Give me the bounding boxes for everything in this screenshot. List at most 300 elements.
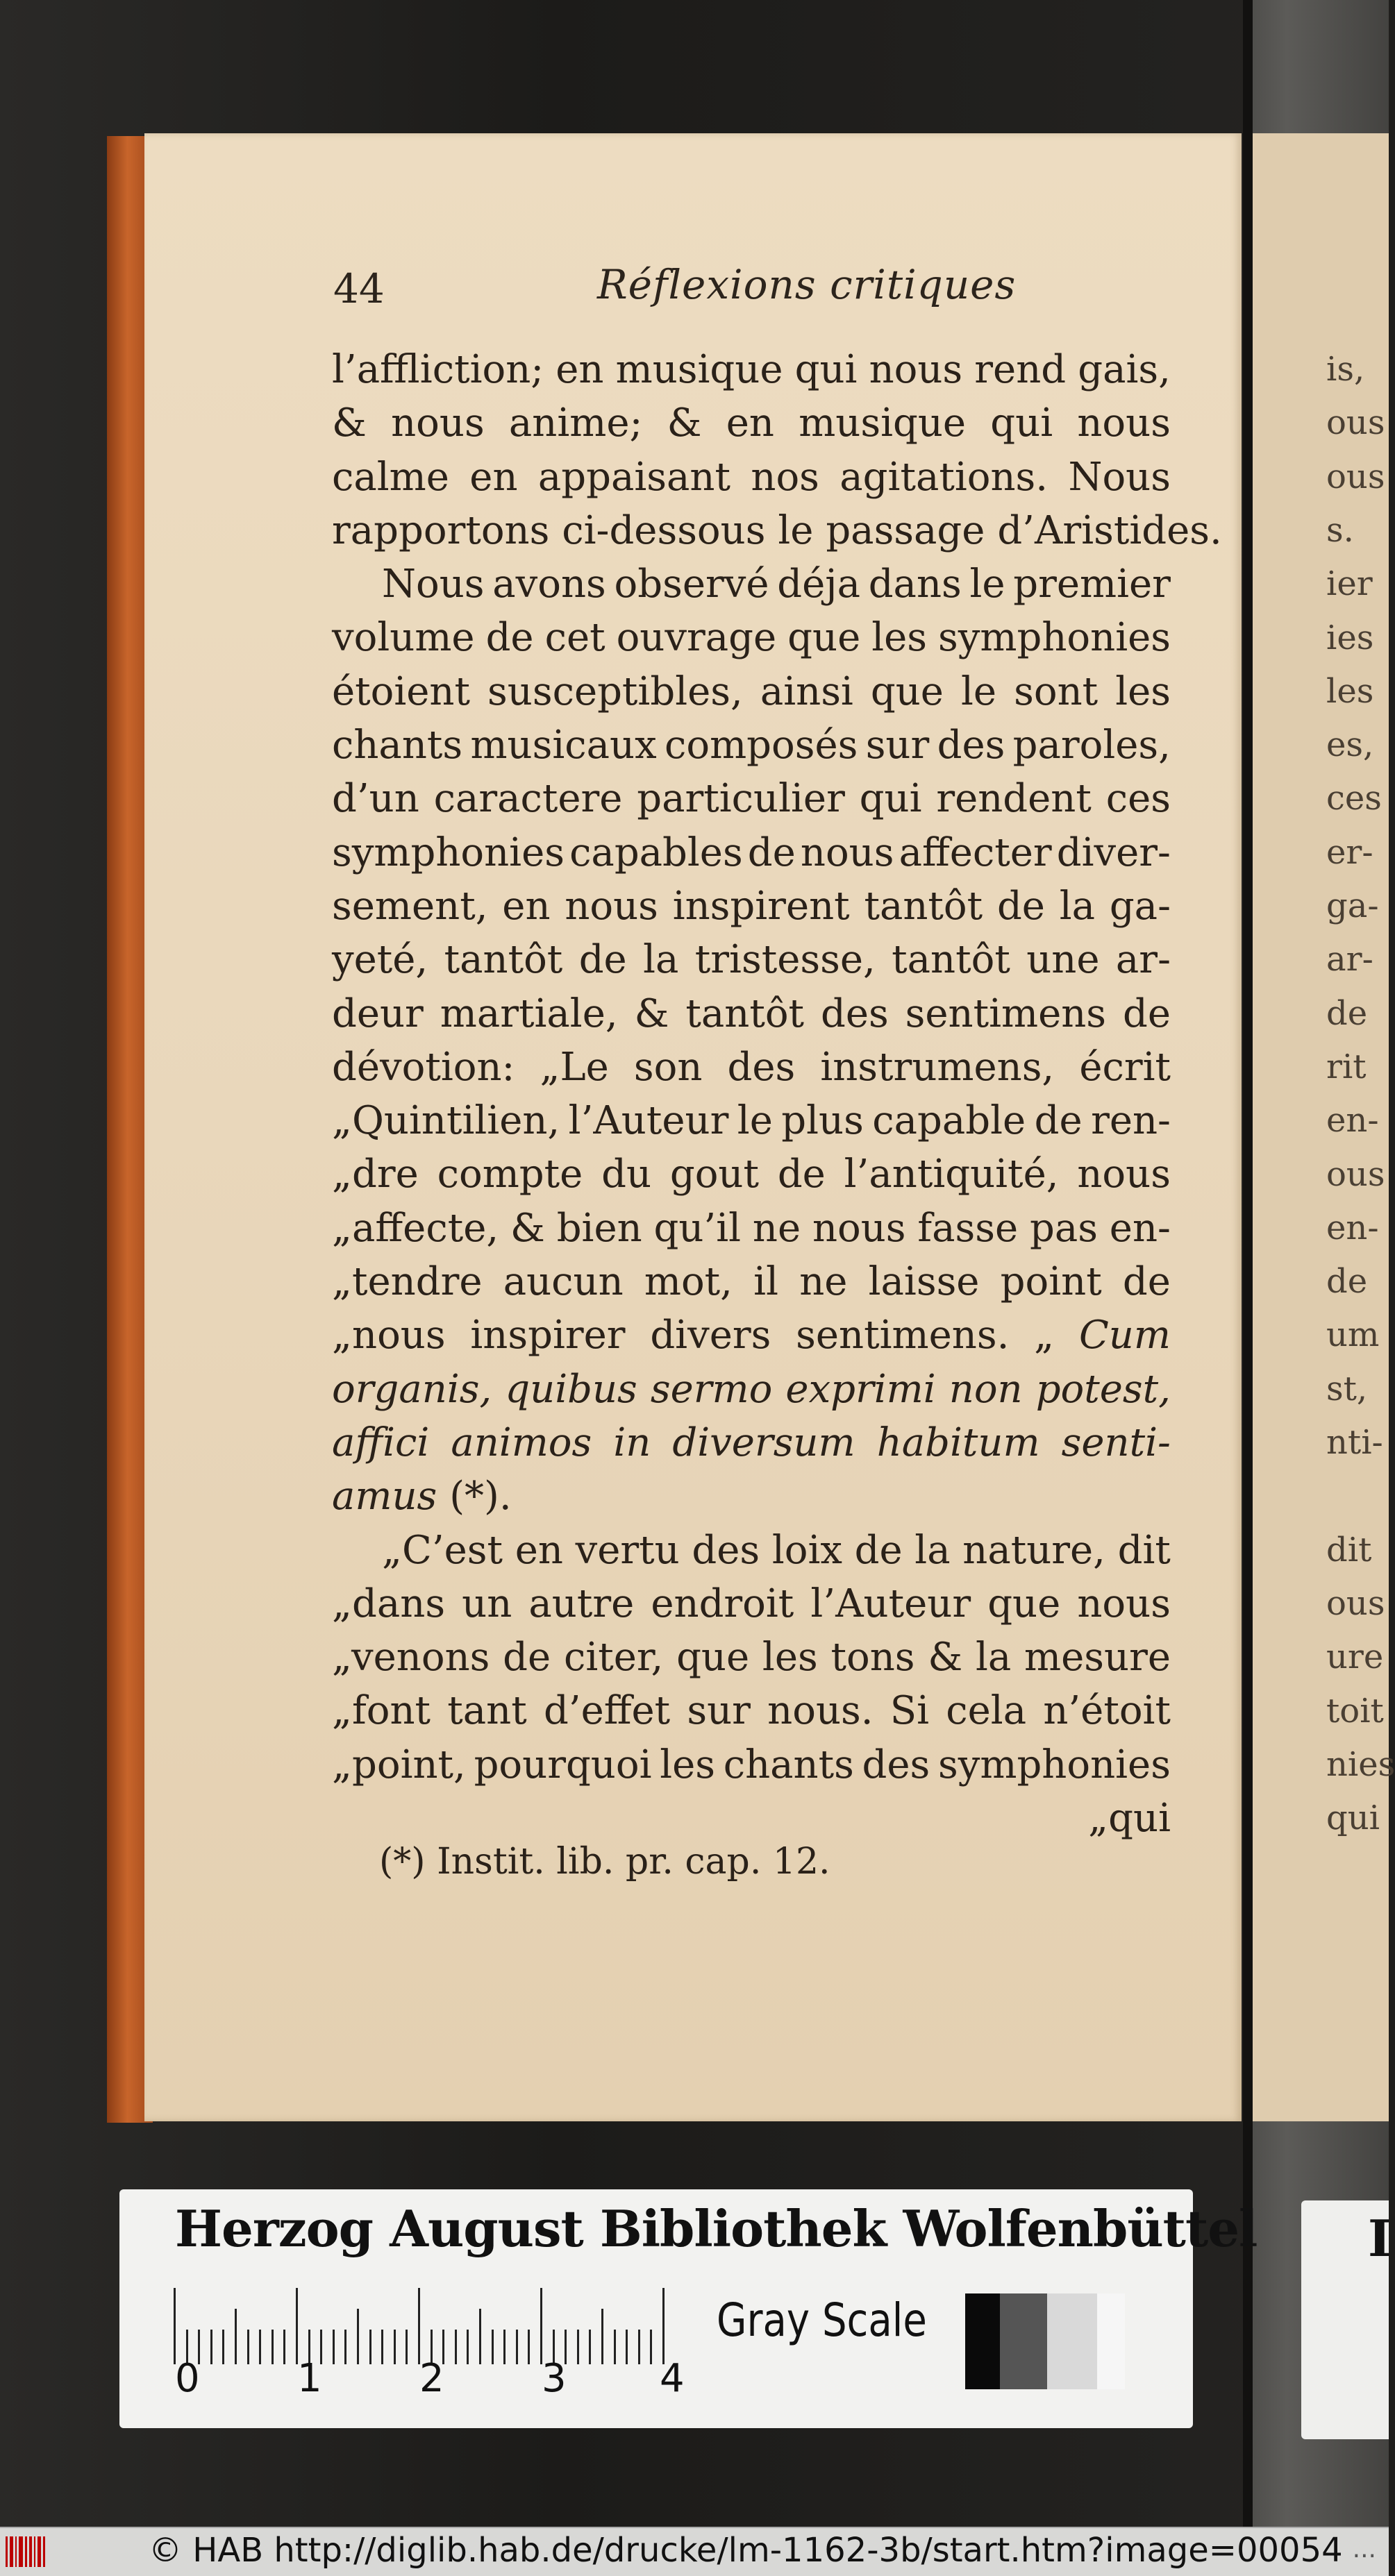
- word: chants: [332, 723, 463, 768]
- facing-page-fragment: st,: [1326, 1369, 1368, 1408]
- word: les: [762, 1635, 818, 1681]
- word: musicaux: [470, 723, 657, 768]
- viewer-footer: [0, 2527, 1389, 2576]
- footnote: (*) Instit. lib. pr. cap. 12.: [379, 1841, 830, 1883]
- word: sentimens: [905, 991, 1107, 1036]
- word: Nous: [1068, 454, 1171, 500]
- word: organis,: [332, 1366, 492, 1412]
- ruler-tick: [528, 2330, 530, 2364]
- word: symphonies: [937, 1742, 1171, 1787]
- word: dans: [868, 562, 962, 607]
- facing-page-fragment: rit: [1326, 1047, 1367, 1086]
- ruler-tick: [283, 2330, 285, 2364]
- word: ne: [799, 1259, 848, 1305]
- word: tristesse,: [694, 937, 876, 983]
- ruler-tick: [272, 2330, 274, 2364]
- gray-swatch: [1047, 2293, 1097, 2389]
- ruler-tick: [406, 2330, 408, 2364]
- text-line: [332, 557, 1171, 611]
- facing-page-fragment: ga-: [1326, 886, 1379, 925]
- ruler-label: 0: [175, 2356, 200, 2401]
- word: chants: [723, 1742, 854, 1787]
- word: yeté,: [332, 937, 428, 983]
- facing-page-fragment: ure: [1326, 1638, 1384, 1677]
- ruler-tick: [369, 2330, 371, 2364]
- facing-page-fragment: um: [1326, 1315, 1380, 1355]
- word: nous.: [767, 1688, 874, 1734]
- text-line: [332, 987, 1171, 1041]
- ruler-tick: [503, 2330, 506, 2364]
- word: Nous: [382, 562, 485, 607]
- word: symphonies: [332, 830, 565, 875]
- word: tant: [447, 1688, 527, 1734]
- word: tantôt: [685, 991, 805, 1036]
- word: sermo: [650, 1366, 773, 1412]
- word: d’effet: [543, 1688, 671, 1734]
- text-line: [332, 1147, 1171, 1201]
- word: de: [747, 830, 796, 875]
- word: exprimi: [785, 1366, 936, 1412]
- word: caractere: [433, 776, 623, 822]
- word: „tendre: [332, 1259, 483, 1305]
- word: la: [914, 1527, 951, 1573]
- word: inspirer: [470, 1313, 626, 1358]
- word: nous: [1077, 401, 1171, 446]
- text-line: [332, 1363, 1171, 1416]
- ruler-tick: [577, 2330, 579, 2364]
- word: „venons: [332, 1635, 490, 1681]
- facing-page-fragment: les: [1326, 671, 1374, 711]
- word: les: [871, 615, 928, 661]
- word: nous: [1077, 1581, 1171, 1626]
- text-line: [332, 1094, 1171, 1147]
- word: calme: [332, 454, 449, 500]
- ruler-label: 2: [419, 2356, 444, 2401]
- word: du: [601, 1152, 652, 1197]
- text-line: [332, 933, 1171, 986]
- word: „nous: [332, 1313, 446, 1358]
- word: le: [737, 1098, 773, 1144]
- text-line: [332, 611, 1171, 664]
- text-line: [332, 1202, 1171, 1255]
- word: l’Auteur: [568, 1098, 729, 1144]
- word: non: [949, 1366, 1023, 1412]
- word: ci-dessous: [562, 507, 766, 553]
- word: nature,: [962, 1527, 1105, 1573]
- word: agitations.: [839, 454, 1049, 500]
- word: que: [676, 1635, 750, 1681]
- word: (*).: [449, 1474, 512, 1519]
- word: de: [777, 1152, 826, 1197]
- facing-page-fragment: en-: [1326, 1208, 1379, 1247]
- ruler-tick: [296, 2288, 298, 2364]
- running-title: Réflexions critiques: [597, 261, 1017, 308]
- word: nous: [1077, 1152, 1171, 1197]
- word: Si: [889, 1688, 930, 1734]
- word: nos: [751, 454, 819, 500]
- ruler-tick: [540, 2288, 542, 2364]
- text-line: [332, 1470, 1171, 1523]
- word: gais,: [1078, 347, 1171, 392]
- word: endroit: [651, 1581, 794, 1626]
- ruler-tick: [174, 2288, 176, 2364]
- gray-scale-label: Gray Scale: [717, 2293, 927, 2347]
- word: tantôt: [892, 937, 1010, 983]
- text-line: [332, 1792, 1171, 1845]
- word: „point,: [332, 1742, 466, 1787]
- word: des: [937, 723, 1005, 768]
- text-line: [332, 396, 1171, 450]
- word: la: [975, 1635, 1012, 1681]
- word: potest,: [1035, 1366, 1171, 1412]
- word: de: [503, 1635, 551, 1681]
- text-line: [332, 1255, 1171, 1308]
- facing-page-fragment: ous: [1326, 403, 1385, 443]
- word: tons: [830, 1635, 915, 1681]
- word: le: [961, 668, 997, 714]
- word: particulier: [637, 776, 845, 822]
- more-menu-icon[interactable]: ...: [1352, 2535, 1376, 2564]
- text-line: [332, 1684, 1171, 1737]
- word: instrumens,: [820, 1044, 1055, 1090]
- word: rend: [974, 347, 1067, 392]
- word: en: [726, 401, 774, 446]
- word: en-: [1109, 1205, 1171, 1251]
- word: citer,: [563, 1635, 664, 1681]
- gray-swatch: [1097, 2293, 1125, 2389]
- word: nous: [800, 830, 894, 875]
- page-number: 44: [333, 265, 385, 312]
- word: les: [660, 1742, 715, 1787]
- word: des: [862, 1742, 930, 1787]
- page-header: [187, 258, 1173, 312]
- word: le: [778, 507, 814, 553]
- word: „dre: [332, 1152, 419, 1197]
- word: compte: [437, 1152, 583, 1197]
- word: écrit: [1079, 1044, 1171, 1090]
- ruler-tick: [235, 2309, 237, 2364]
- word: autre: [528, 1581, 635, 1626]
- text-line: [332, 1524, 1171, 1577]
- ruler-label: 4: [660, 2356, 685, 2401]
- word: en: [469, 454, 518, 500]
- word: affici: [332, 1420, 430, 1465]
- word: deur: [332, 991, 424, 1036]
- word: d’Aristides.: [997, 507, 1222, 553]
- word: tantôt: [444, 937, 563, 983]
- word: capables: [569, 830, 743, 875]
- word: cet: [544, 615, 605, 661]
- ruler-tick: [638, 2330, 640, 2364]
- word: premier: [1013, 562, 1171, 607]
- word: &: [510, 1205, 545, 1251]
- word: de: [1122, 1259, 1171, 1305]
- text-line: [332, 1738, 1171, 1792]
- word: sur: [865, 723, 930, 768]
- word: ne: [752, 1205, 801, 1251]
- word: laisse: [868, 1259, 980, 1305]
- word: habitum: [876, 1420, 1040, 1465]
- word: tantôt: [864, 883, 983, 929]
- word: il: [753, 1259, 778, 1305]
- ruler-tick: [344, 2330, 346, 2364]
- word: ren-: [1091, 1098, 1171, 1144]
- text-line: [332, 1041, 1171, 1094]
- word: in: [613, 1420, 651, 1465]
- word: volume: [332, 615, 475, 661]
- text-line: [332, 826, 1171, 879]
- word: que: [987, 1581, 1061, 1626]
- facing-page-fragment: ous: [1326, 1583, 1385, 1623]
- text-line: [332, 1631, 1171, 1684]
- facing-page-fragment: en-: [1326, 1101, 1379, 1140]
- word: n’étoit: [1043, 1688, 1171, 1734]
- ruler-tick: [247, 2330, 249, 2364]
- word: vertu: [575, 1527, 680, 1573]
- text-line: [332, 1308, 1171, 1362]
- ruler-tick: [601, 2309, 603, 2364]
- word: fasse: [917, 1205, 1019, 1251]
- word: animos: [451, 1420, 592, 1465]
- word: symphonies: [938, 615, 1171, 661]
- ruler-tick: [222, 2330, 224, 2364]
- word: „qui: [1088, 1796, 1171, 1842]
- barcode-icon: [6, 2536, 61, 2567]
- book-gutter: [1243, 0, 1253, 2527]
- word: affecter: [899, 830, 1052, 875]
- word: un: [462, 1581, 512, 1626]
- word: musique: [615, 347, 783, 392]
- facing-page-fragment: de: [1326, 993, 1368, 1033]
- word: &: [332, 401, 367, 446]
- word: pas: [1029, 1205, 1098, 1251]
- word: de: [854, 1527, 903, 1573]
- facing-page-fragment: is,: [1326, 350, 1365, 389]
- word: diversum: [672, 1420, 855, 1465]
- word: mesure: [1024, 1635, 1171, 1681]
- facing-page-fragment: nti-: [1326, 1423, 1383, 1462]
- word: en: [556, 347, 604, 392]
- text-line: [332, 1416, 1171, 1470]
- ruler-tick: [479, 2309, 481, 2364]
- word: dévotion:: [332, 1044, 515, 1090]
- word: de: [996, 883, 1045, 929]
- word: „Quintilien,: [332, 1098, 560, 1144]
- word: des: [692, 1527, 760, 1573]
- word: „font: [332, 1688, 431, 1734]
- word: ouvrage: [616, 615, 777, 661]
- word: l’affliction;: [332, 347, 544, 392]
- word: „Le: [540, 1044, 609, 1090]
- ruler-tick: [210, 2330, 212, 2364]
- word: étoient: [332, 668, 470, 714]
- word: rendent: [936, 776, 1092, 822]
- word: dit: [1117, 1527, 1171, 1573]
- word: musique: [799, 401, 967, 446]
- word: en: [515, 1527, 563, 1573]
- word: en: [502, 883, 551, 929]
- word: point: [1000, 1259, 1102, 1305]
- word: nous: [565, 883, 658, 929]
- word: paroles,: [1012, 723, 1171, 768]
- ruler-tick: [614, 2330, 616, 2364]
- ruler-tick: [381, 2330, 383, 2364]
- word: qui: [859, 776, 922, 822]
- facing-page-fragment: ar-: [1326, 940, 1373, 979]
- text-line: [332, 1577, 1171, 1631]
- word: de: [1122, 991, 1171, 1036]
- ruler-tick: [650, 2330, 652, 2364]
- ruler-tick: [418, 2288, 420, 2364]
- word: amus: [332, 1474, 437, 1519]
- word: capable: [872, 1098, 1026, 1144]
- word: d’un: [332, 776, 419, 822]
- ruler-tick: [357, 2309, 359, 2364]
- word: senti-: [1061, 1420, 1171, 1465]
- facing-page-fragment: s.: [1326, 510, 1354, 550]
- facing-card-fragment: I: [1368, 2209, 1392, 2268]
- word: pourquoi: [474, 1742, 652, 1787]
- facing-page: [1250, 133, 1395, 2121]
- word: sur: [687, 1688, 751, 1734]
- facing-page-fragment: ies: [1326, 618, 1374, 657]
- ruler-label: 3: [542, 2356, 567, 2401]
- text-line: [332, 451, 1171, 504]
- word: composés: [665, 723, 858, 768]
- word: sentimens.: [796, 1313, 1010, 1358]
- word: „: [1034, 1313, 1055, 1358]
- word: sont: [1014, 668, 1099, 714]
- word: l’Auteur: [810, 1581, 971, 1626]
- word: nous: [812, 1205, 906, 1251]
- word: ga-: [1109, 883, 1171, 929]
- word: Cum: [1078, 1313, 1171, 1358]
- word: nous: [391, 401, 485, 446]
- word: gout: [669, 1152, 759, 1197]
- facing-page-fragment: nies: [1326, 1744, 1395, 1784]
- ruler-tick: [455, 2330, 457, 2364]
- word: de: [578, 937, 627, 983]
- ruler-tick: [394, 2330, 396, 2364]
- gray-scale-card: [119, 2189, 1258, 2428]
- text-line: [332, 343, 1171, 396]
- word: &: [928, 1635, 963, 1681]
- gray-swatch: [965, 2293, 1000, 2389]
- word: une: [1026, 937, 1100, 983]
- word: observé: [614, 562, 769, 607]
- facing-page-fragment: ous: [1326, 457, 1385, 496]
- library-name: Herzog August Bibliothek Wolfenbüttel: [175, 2199, 1258, 2258]
- ruler-tick: [516, 2330, 518, 2364]
- word: mot,: [644, 1259, 733, 1305]
- word: loix: [771, 1527, 842, 1573]
- word: déja: [777, 562, 860, 607]
- word: bien: [556, 1205, 642, 1251]
- word: anime;: [508, 401, 643, 446]
- ruler-tick: [492, 2330, 494, 2364]
- word: divers: [650, 1313, 771, 1358]
- facing-page-fragment: es,: [1326, 725, 1374, 765]
- word: aucun: [503, 1259, 624, 1305]
- ruler-tick: [259, 2330, 261, 2364]
- word: des: [727, 1044, 796, 1090]
- word: martiale,: [440, 991, 618, 1036]
- word: l’antiquité,: [844, 1152, 1059, 1197]
- word: ar-: [1115, 937, 1171, 983]
- text-line: [332, 718, 1171, 772]
- word: „affecte,: [332, 1205, 499, 1251]
- facing-page-fragment: ier: [1326, 564, 1373, 604]
- facing-page-fragment: toit: [1326, 1691, 1384, 1731]
- word: sement,: [332, 883, 488, 929]
- gray-swatch: [1000, 2293, 1047, 2389]
- facing-page-fragment: dit: [1326, 1530, 1372, 1569]
- word: de: [1034, 1098, 1083, 1144]
- word: „dans: [332, 1581, 446, 1626]
- word: &: [667, 401, 702, 446]
- word: la: [643, 937, 679, 983]
- facing-scale-card: [1301, 2200, 1392, 2439]
- ruler-tick: [662, 2288, 665, 2364]
- word: de: [485, 615, 534, 661]
- word: nous: [869, 347, 963, 392]
- ruler-tick: [589, 2330, 591, 2364]
- word: que: [870, 668, 944, 714]
- word: susceptibles,: [487, 668, 743, 714]
- word: „C’est: [382, 1527, 503, 1573]
- ruler-tick: [626, 2330, 628, 2364]
- word: le: [969, 562, 1005, 607]
- word: qui: [990, 401, 1053, 446]
- word: des: [820, 991, 889, 1036]
- text-line: [332, 504, 1222, 557]
- word: quibus: [505, 1366, 637, 1412]
- word: rapportons: [332, 507, 550, 553]
- word: que: [787, 615, 861, 661]
- word: qu’il: [653, 1205, 742, 1251]
- word: ces: [1105, 776, 1171, 822]
- gray-swatches: [965, 2293, 1125, 2389]
- word: cela: [946, 1688, 1027, 1734]
- text-line: [332, 879, 1171, 933]
- facing-page-fragment: de: [1326, 1262, 1368, 1302]
- facing-page-fragment: ces: [1326, 779, 1382, 818]
- facing-page-fragment: ous: [1326, 1154, 1385, 1194]
- word: appaisant: [537, 454, 730, 500]
- source-url[interactable]: © HAB http://diglib.hab.de/drucke/lm-1162-3b/start.htm?image=00054: [149, 2531, 1343, 2570]
- word: diver-: [1056, 830, 1171, 875]
- word: son: [633, 1044, 703, 1090]
- ruler-tick: [333, 2330, 335, 2364]
- facing-page-fragment: er-: [1326, 832, 1373, 872]
- word: qui: [794, 347, 858, 392]
- word: inspirent: [672, 883, 850, 929]
- word: ainsi: [760, 668, 853, 714]
- ruler-tick: [467, 2330, 469, 2364]
- word: la: [1059, 883, 1096, 929]
- word: &: [634, 991, 669, 1036]
- word: avons: [492, 562, 606, 607]
- word: passage: [826, 507, 985, 553]
- word: plus: [781, 1098, 864, 1144]
- word: les: [1115, 668, 1171, 714]
- ruler: [174, 2288, 674, 2364]
- body-text: [332, 343, 1222, 1845]
- facing-page-fragment: qui: [1326, 1799, 1380, 1838]
- ruler-label: 1: [297, 2356, 322, 2401]
- text-line: [332, 772, 1171, 825]
- text-line: [332, 665, 1171, 718]
